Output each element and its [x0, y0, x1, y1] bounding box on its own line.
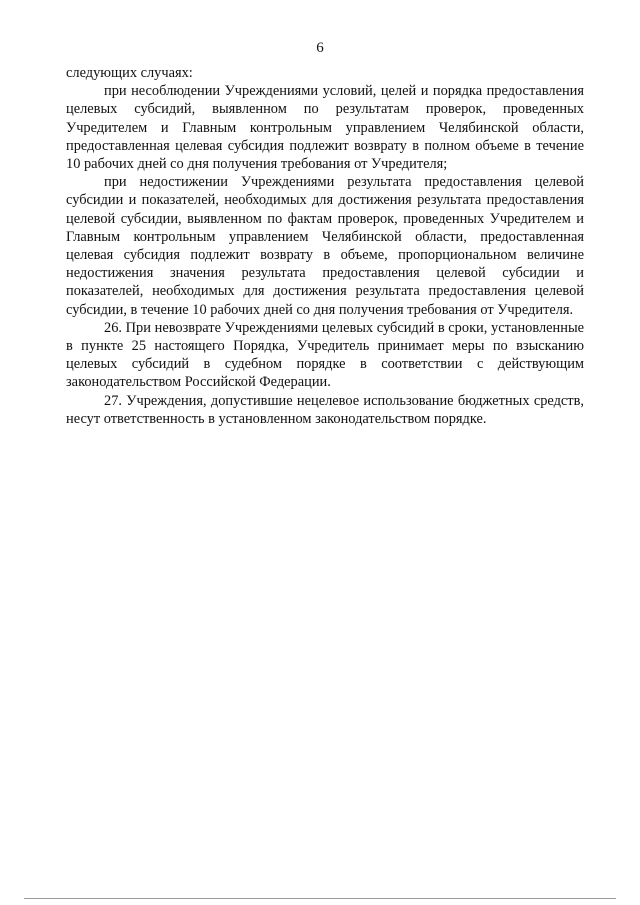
paragraph-non-achievement: при недостижении Учреждениями результата предоставления целевой субсидии и показателей, необходимых для достижения результата предоставления целевой субсидии, выявленном по фактам проверок, проведенных Учредителем и Главным контрольным управлением Челябинской области, предоставленная целевая субсидия подлежит возврату в объеме, пропорциональном величине недостижения значения результата предоставления целевой субсидии и показателей, необходимых для достижения результата предоставления целевой субсидии, в течение 10 рабочих дней со дня получения требования от Учредителя. — [66, 174, 584, 318]
document-body — [66, 64, 584, 428]
bottom-rule — [24, 898, 616, 899]
paragraph-item-26: 26. При невозврате Учреждениями целевых субсидий в сроки, установленные в пункте 25 настоящего Порядка, Учредитель принимает меры по взысканию целевых субсидий в судебном порядке в соответствии с действующим законодательством Российской Федерации. — [66, 319, 584, 391]
paragraph-non-compliance: при несоблюдении Учреждениями условий, целей и порядка предоставления целевых субсидий, выявленном по результатам проверок, проведенных Учредителем и Главным контрольным управлением Челябинской области, предоставленная целевая субсидия подлежит возврату в полном объеме в течение 10 рабочих дней со дня получения требования от Учредителя; — [66, 83, 584, 173]
paragraph-item-27: 27. Учреждения, допустившие нецелевое использование бюджетных средств, несут ответственность в установленном законодательством порядке. — [66, 392, 584, 427]
paragraph-continuation: следующих случаях: — [66, 65, 193, 81]
page-number: 6 — [316, 40, 324, 56]
